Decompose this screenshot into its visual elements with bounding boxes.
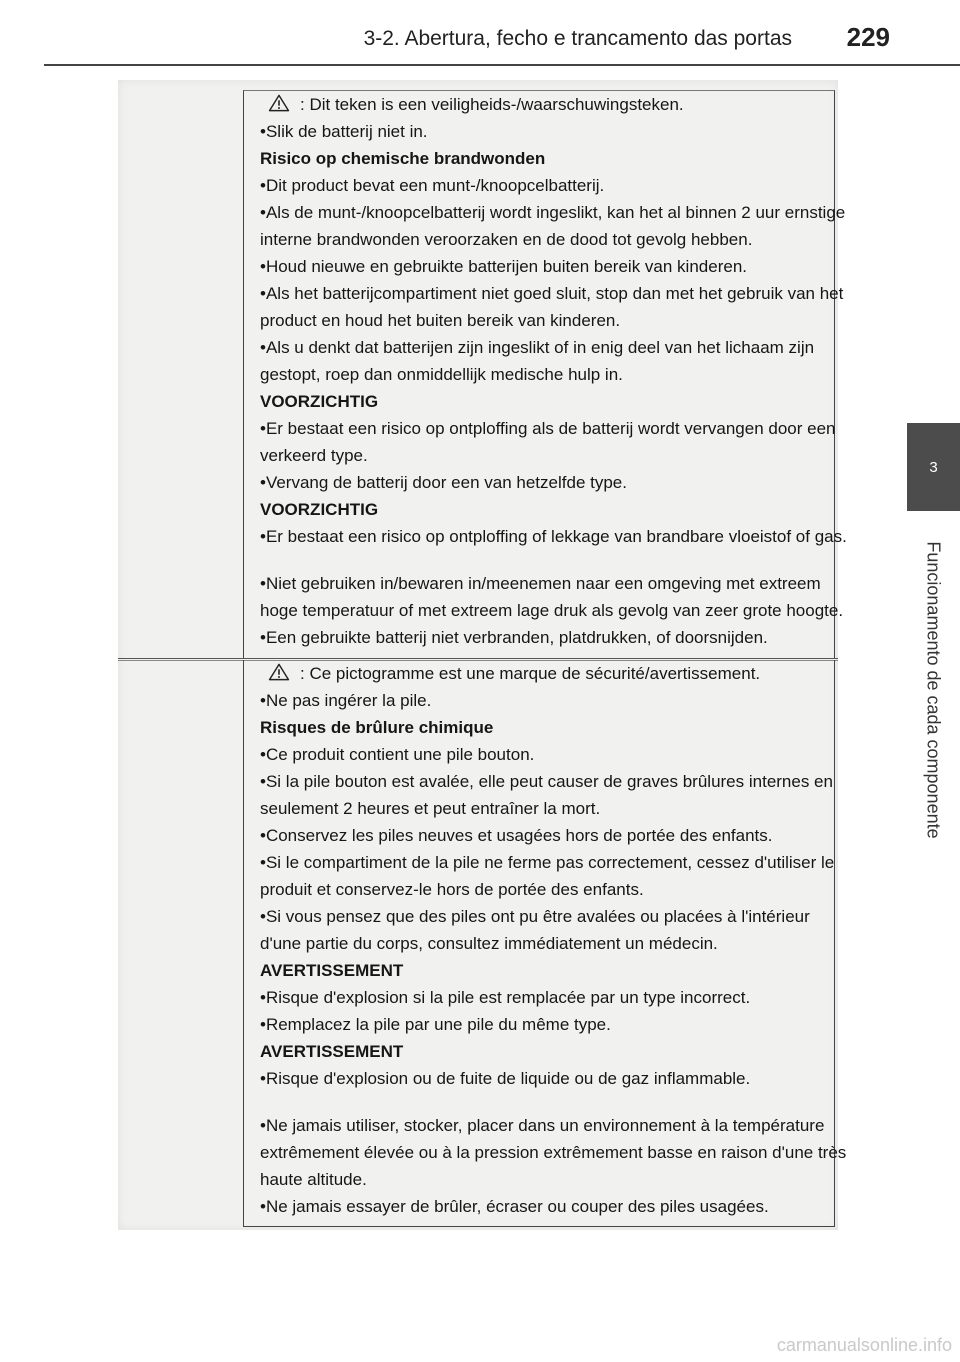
label-heading: AVERTISSEMENT <box>260 1042 404 1061</box>
header-rule <box>44 64 960 66</box>
label-line: verkeerd type. <box>260 446 368 465</box>
label-line: : Dit teken is een veiligheids-/waarschuwingsteken. <box>260 91 820 118</box>
section-title: 3-2. Abertura, fecho e trancamento das portas <box>363 27 792 50</box>
label-line: •Als de munt-/knoopcelbatterij wordt ingeslikt, kan het al binnen 2 uur ernstige <box>260 203 846 222</box>
label-line: hoge temperatuur of met extreem lage druk als gevolg van zeer grote hoogte. <box>260 601 844 620</box>
label-line: •Si vous pensez que des piles ont pu être avalées ou placées à l'intérieur <box>260 907 810 926</box>
label-heading: Risico op chemische brandwonden <box>260 149 546 168</box>
label-spacer <box>260 1092 820 1112</box>
label-line: •Ce produit contient une pile bouton. <box>260 745 535 764</box>
label-line: •Als u denkt dat batterijen zijn ingeslikt of in enig deel van het lichaam zijn <box>260 338 815 357</box>
label-line: product en houd het buiten bereik van kinderen. <box>260 311 621 330</box>
label-line: •Slik de batterij niet in. <box>260 122 428 141</box>
label-line: •Conservez les piles neuves et usagées hors de portée des enfants. <box>260 826 773 845</box>
label-line: •Dit product bevat een munt-/knoopcelbatterij. <box>260 176 605 195</box>
chapter-number: 3 <box>929 458 938 476</box>
label-spacer <box>260 550 820 570</box>
label-heading: AVERTISSEMENT <box>260 961 404 980</box>
warning-triangle-icon <box>268 94 290 112</box>
page-number: 229 <box>846 22 890 52</box>
warning-triangle-icon <box>268 663 290 681</box>
label-line: extrêmement élevée ou à la pression extrêmement basse en raison d'une très <box>260 1143 847 1162</box>
site-watermark: carmanualsonline.info <box>776 1335 952 1355</box>
label-dutch <box>243 90 847 658</box>
label-line: •Risque d'explosion si la pile est remplacée par un type incorrect. <box>260 988 751 1007</box>
label-line: •Si la pile bouton est avalée, elle peut causer de graves brûlures internes en <box>260 772 833 791</box>
label-line: •Vervang de batterij door een van hetzelfde type. <box>260 473 627 492</box>
chapter-title: Funcionamento de cada componente <box>923 541 944 839</box>
label-french <box>243 660 847 1227</box>
label-line: •Er bestaat een risico op ontploffing als de batterij wordt vervangen door een <box>260 419 836 438</box>
chapter-tab[interactable] <box>907 423 960 511</box>
warning-label-scan <box>118 80 847 1230</box>
label-line: •Risque d'explosion ou de fuite de liquide ou de gaz inflammable. <box>260 1069 751 1088</box>
label-line: •Een gebruikte batterij niet verbranden, platdrukken, of doorsnijden. <box>260 628 768 647</box>
label-line: d'une partie du corps, consultez immédiatement un médecin. <box>260 934 718 953</box>
label-line: •Er bestaat een risico op ontploffing of lekkage van brandbare vloeistof of gas. <box>260 527 847 546</box>
label-line: •Als het batterijcompartiment niet goed sluit, stop dan met het gebruik van het <box>260 284 844 303</box>
label-line: gestopt, roep dan onmiddellijk medische hulp in. <box>260 365 623 384</box>
label-line: •Houd nieuwe en gebruikte batterijen buiten bereik van kinderen. <box>260 257 747 276</box>
label-line: •Ne jamais utiliser, stocker, placer dans un environnement à la température <box>260 1116 825 1135</box>
label-line: produit et conservez-le hors de portée des enfants. <box>260 880 644 899</box>
label-heading: VOORZICHTIG <box>260 392 379 411</box>
label-line: : Ce pictogramme est une marque de sécurité/avertissement. <box>260 660 820 687</box>
label-line: •Remplacez la pile par une pile du même type. <box>260 1015 611 1034</box>
label-heading: Risques de brûlure chimique <box>260 718 494 737</box>
label-line: seulement 2 heures et peut entraîner la mort. <box>260 799 601 818</box>
label-line: •Niet gebruiken in/bewaren in/meenemen naar een omgeving met extreem <box>260 574 821 593</box>
label-line: •Si le compartiment de la pile ne ferme pas correctement, cessez d'utiliser le <box>260 853 835 872</box>
label-line: interne brandwonden veroorzaken en de dood tot gevolg hebben. <box>260 230 753 249</box>
label-line: haute altitude. <box>260 1170 367 1189</box>
label-heading: VOORZICHTIG <box>260 500 379 519</box>
page-header <box>0 0 960 66</box>
label-line: •Ne pas ingérer la pile. <box>260 691 432 710</box>
label-line: •Ne jamais essayer de brûler, écraser ou couper des piles usagées. <box>260 1197 769 1216</box>
